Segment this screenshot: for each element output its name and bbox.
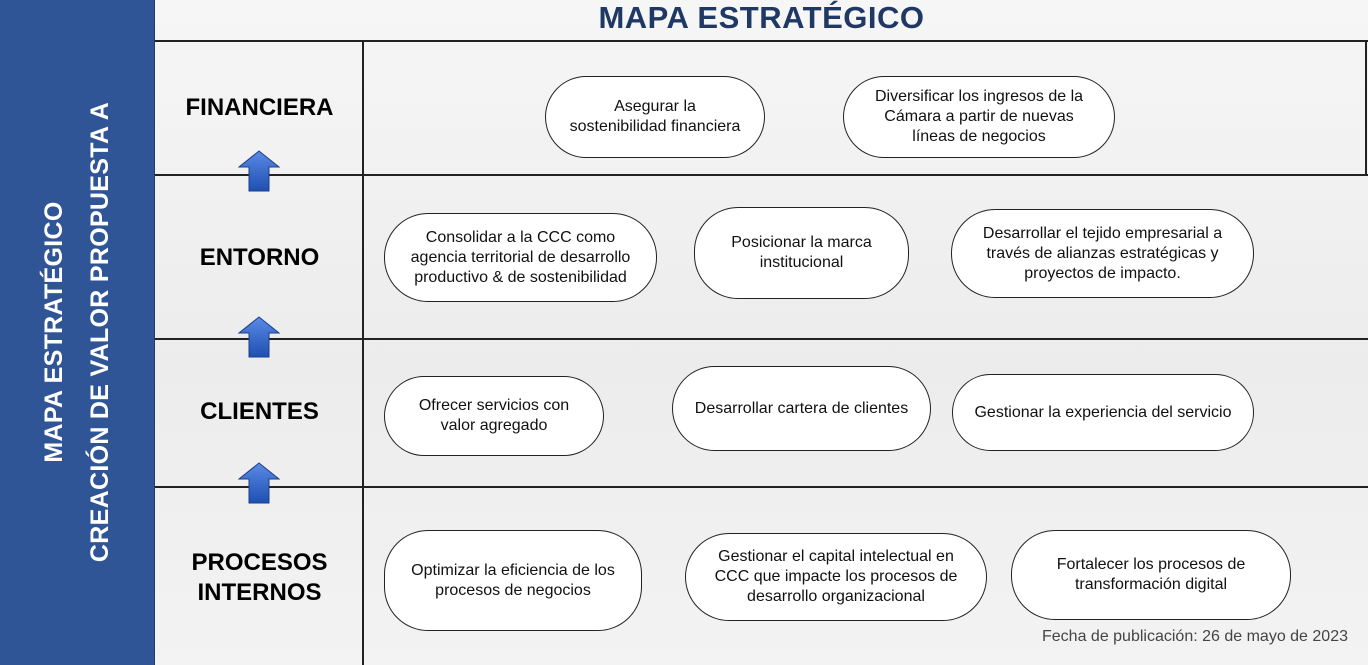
perspective-financiera: FINANCIERA <box>185 93 334 121</box>
objective-financiera-2: Diversificar los ingresos de la Cámara a partir de nuevas líneas de negocios <box>843 76 1115 158</box>
up-arrow-icon <box>238 316 280 358</box>
page-title: MAPA ESTRATÉGICO <box>598 0 925 35</box>
publication-date: Fecha de publicación: 26 de mayo de 2023 <box>1042 628 1348 645</box>
perspective-clientes: CLIENTES <box>200 397 319 425</box>
perspective-entorno: ENTORNO <box>199 243 320 271</box>
objective-entorno-1: Consolidar a la CCC como agencia territorial de desarrollo productivo & de sostenibilidad <box>384 213 657 302</box>
grid-line-top <box>155 40 1368 42</box>
grid-line-3 <box>155 486 1368 488</box>
objective-procesos-2: Gestionar el capital intelectual en CCC que impacte los procesos de desarrollo organizacional <box>685 533 987 621</box>
sidebar-title <box>22 22 132 642</box>
objective-procesos-1: Optimizar la eficiencia de los procesos de negocios <box>384 530 642 631</box>
objective-clientes-2: Desarrollar cartera de clientes <box>672 366 931 451</box>
sidebar-line-1: MAPA ESTRATÉGICO <box>40 201 68 463</box>
grid-line-2 <box>155 338 1368 340</box>
objective-clientes-3: Gestionar la experiencia del servicio <box>952 374 1254 451</box>
up-arrow-icon <box>238 462 280 504</box>
objective-financiera-1: Asegurar la sostenibilidad financiera <box>545 76 765 158</box>
up-arrow-icon <box>238 150 280 192</box>
grid-divider <box>362 40 364 665</box>
objective-clientes-1: Ofrecer servicios con valor agregado <box>384 376 604 456</box>
sidebar-line-2: CREACIÓN DE VALOR PROPUESTA A <box>86 101 114 563</box>
objective-entorno-3: Desarrollar el tejido empresarial a través de alianzas estratégicas y proyectos de impacto. <box>951 209 1254 298</box>
objective-procesos-3: Fortalecer los procesos de transformación digital <box>1011 530 1291 620</box>
sidebar <box>0 0 155 665</box>
grid-right-edge <box>1365 40 1367 175</box>
perspective-procesos-internos: PROCESOS INTERNOS <box>191 548 328 606</box>
objective-entorno-2: Posicionar la marca institucional <box>694 207 909 299</box>
grid-line-1 <box>155 174 1368 176</box>
